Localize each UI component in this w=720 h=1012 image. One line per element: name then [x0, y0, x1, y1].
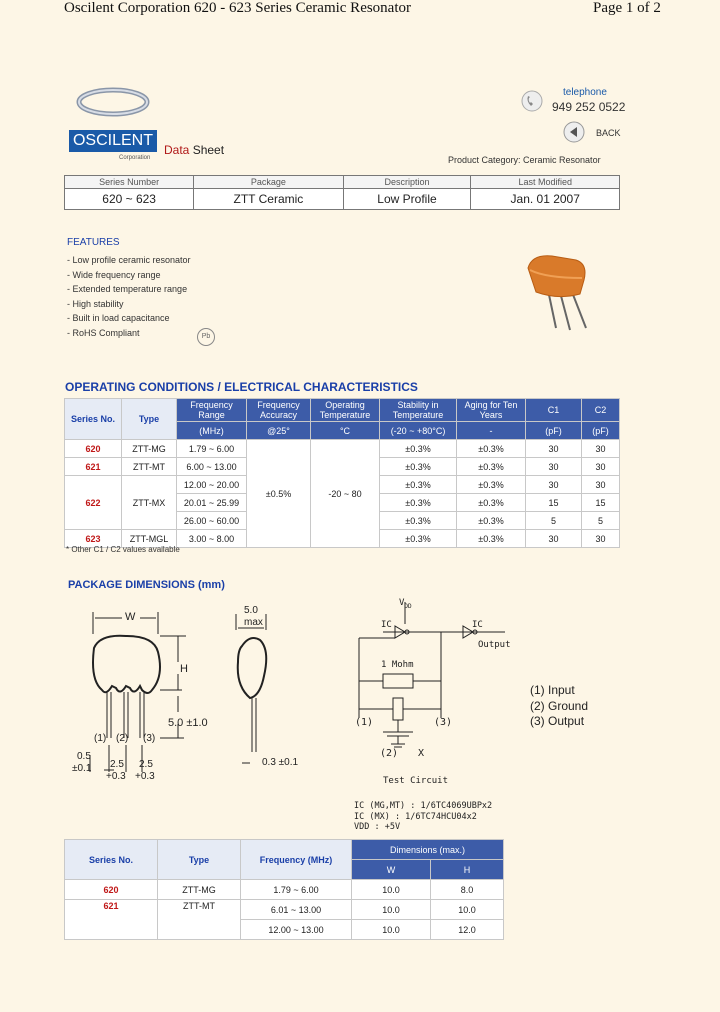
row-aging: ±0.3%: [457, 530, 526, 548]
unit-stab: (-20 ~ +80°C): [380, 422, 457, 440]
col-accuracy: Frequency Accuracy: [247, 399, 311, 422]
row-c1: 30: [526, 440, 582, 458]
row-type: ZTT-MGL: [122, 530, 177, 548]
dim-max-val: 5.0: [244, 605, 258, 616]
row-type: ZTT-MG: [122, 440, 177, 458]
back-arrow-icon[interactable]: [563, 121, 585, 143]
output-label: Output: [478, 640, 511, 650]
info-header: Description: [343, 176, 471, 189]
dim-pitch-2: 2.5: [139, 759, 153, 770]
dim-col-series: Series No.: [65, 840, 158, 880]
crystal-x-label: X: [418, 748, 425, 759]
dim-row-h: 12.0: [431, 920, 504, 940]
dim-pitch-tol-2: +0.3: [135, 771, 155, 782]
row-series: 620: [65, 440, 122, 458]
info-header: Package: [194, 176, 343, 189]
pin-3: (3): [143, 733, 156, 744]
pin-legend-item: (3) Output: [530, 714, 585, 728]
dim-w: W: [125, 611, 136, 623]
row-type: ZTT-MX: [122, 476, 177, 530]
circuit-pin-1: (1): [355, 717, 374, 728]
row-c1: 15: [526, 494, 582, 512]
vdd-label: [399, 598, 412, 610]
dimensions-table: [64, 839, 504, 940]
row-freq: 12.00 ~ 20.00: [177, 476, 247, 494]
dim-row-h: 10.0: [431, 900, 504, 920]
dim-row-type: ZTT-MT: [158, 900, 241, 940]
dim-col-dims: Dimensions (max.): [352, 840, 504, 860]
row-stab: ±0.3%: [380, 440, 457, 458]
row-c2: 30: [582, 440, 620, 458]
ring-logo-icon: [69, 78, 157, 130]
pin-legend-item: (1) Input: [530, 683, 575, 697]
datasheet-data: Data: [164, 143, 190, 157]
info-header: Last Modified: [471, 176, 620, 189]
dim-col-h: H: [431, 860, 504, 880]
vdd-v: V: [399, 598, 405, 608]
row-c1: 30: [526, 458, 582, 476]
datasheet-label: [164, 143, 224, 157]
info-value: Low Profile: [343, 189, 471, 210]
pin-2: (2): [116, 733, 129, 744]
temp-merged: -20 ~ 80: [311, 440, 380, 548]
info-value: 620 ~ 623: [65, 189, 194, 210]
row-series: 623: [65, 530, 122, 548]
datasheet-sheet: Sheet: [192, 143, 225, 157]
dim-pin-width: 0.5: [77, 751, 91, 762]
ic-label-2: IC: [472, 620, 483, 630]
page-number: Page 1 of 2: [593, 0, 661, 16]
circuit-pin-3: (3): [434, 717, 453, 728]
row-c2: 15: [582, 494, 620, 512]
row-aging: ±0.3%: [457, 494, 526, 512]
back-link[interactable]: BACK: [596, 128, 621, 138]
col-stability: Stability in Temperature: [380, 399, 457, 422]
resistor-label: 1 Mohm: [381, 660, 414, 670]
dim-max: max: [244, 617, 263, 628]
dim-pitch-1: 2.5: [110, 759, 124, 770]
logo-corporation: Corporation: [119, 155, 151, 161]
dim-row-w: 10.0: [352, 880, 431, 900]
row-aging: ±0.3%: [457, 458, 526, 476]
product-category: Product Category: Ceramic Resonator: [448, 155, 601, 165]
feature-item: - Built in load capacitance: [67, 313, 170, 324]
dim-col-freq: Frequency (MHz): [241, 840, 352, 880]
dim-row-h: 8.0: [431, 880, 504, 900]
accuracy-merged: ±0.5%: [247, 440, 311, 548]
row-c2: 30: [582, 530, 620, 548]
operating-table: [64, 398, 620, 548]
info-value: ZTT Ceramic: [194, 189, 343, 210]
dim-pin-tol: ±0.1: [72, 763, 92, 774]
row-freq: 3.00 ~ 8.00: [177, 530, 247, 548]
dim-col-w: W: [352, 860, 431, 880]
row-freq: 20.01 ~ 25.99: [177, 494, 247, 512]
feature-item: - Low profile ceramic resonator: [67, 255, 191, 265]
row-aging: ±0.3%: [457, 512, 526, 530]
row-type: ZTT-MT: [122, 458, 177, 476]
telephone-icon: [521, 90, 543, 112]
row-c2: 5: [582, 512, 620, 530]
info-header: Series Number: [65, 176, 194, 189]
row-stab: ±0.3%: [380, 494, 457, 512]
telephone-label: telephone: [563, 87, 607, 98]
dim-row-w: 10.0: [352, 900, 431, 920]
dim-row-series: 621: [65, 900, 158, 940]
dim-row-freq: 12.00 ~ 13.00: [241, 920, 352, 940]
feature-item: - RoHS Compliant: [67, 327, 140, 338]
vdd-sub: DD: [404, 602, 412, 610]
features-title: FEATURES: [67, 237, 120, 248]
row-aging: ±0.3%: [457, 440, 526, 458]
telephone-number[interactable]: 949 252 0522: [552, 100, 626, 114]
row-stab: ±0.3%: [380, 512, 457, 530]
rohs-pb-icon: Pb: [197, 328, 215, 346]
row-c2: 30: [582, 458, 620, 476]
resonator-photo: [518, 252, 606, 332]
row-freq: 1.79 ~ 6.00: [177, 440, 247, 458]
row-c1: 30: [526, 530, 582, 548]
dim-row-freq: 1.79 ~ 6.00: [241, 880, 352, 900]
dim-h: H: [180, 663, 188, 675]
row-c1: 5: [526, 512, 582, 530]
col-series: Series No.: [65, 399, 122, 440]
page-title: Oscilent Corporation 620 - 623 Series Ceramic Resonator: [64, 0, 412, 16]
feature-item: - Wide frequency range: [67, 269, 161, 280]
dim-row-w: 10.0: [352, 920, 431, 940]
pin-legend-item: (2) Ground: [530, 698, 589, 713]
ic-note: IC (MX) : 1/6TC74HCU04x2: [354, 811, 477, 822]
table-row: [65, 900, 504, 920]
ic-label-1: IC: [381, 620, 392, 630]
feature-item: - High stability: [67, 298, 124, 309]
pin-legend: [530, 683, 588, 730]
dim-lead-length: 5.0 ±1.0: [168, 717, 208, 729]
row-stab: ±0.3%: [380, 458, 457, 476]
row-aging: ±0.3%: [457, 476, 526, 494]
features-list: [67, 253, 191, 341]
unit-acc: @25°: [247, 422, 311, 440]
operating-title: OPERATING CONDITIONS / ELECTRICAL CHARACTERISTICS: [65, 380, 418, 394]
dim-row-type: ZTT-MG: [158, 880, 241, 900]
ic-notes: [354, 801, 492, 833]
col-temp: Operating Temperature: [311, 399, 380, 422]
ic-note: VDD : +5V: [354, 822, 401, 832]
package-title: PACKAGE DIMENSIONS (mm): [68, 579, 225, 591]
col-freq: Frequency Range: [177, 399, 247, 422]
row-series: 622: [65, 476, 122, 530]
unit-c1: (pF): [526, 422, 582, 440]
dim-lead-dia: 0.3 ±0.1: [262, 757, 299, 768]
dim-row-series: 620: [65, 880, 158, 900]
footnote: * Other C1 / C2 values available: [66, 545, 180, 554]
col-c2: C2: [582, 399, 620, 422]
row-stab: ±0.3%: [380, 476, 457, 494]
table-row: [65, 440, 620, 458]
ic-note: IC (MG,MT) : 1/6TC4069UBPx2: [354, 801, 493, 811]
row-freq: 26.00 ~ 60.00: [177, 512, 247, 530]
unit-temp: °C: [311, 422, 380, 440]
feature-item: - Extended temperature range: [67, 284, 188, 295]
col-aging: Aging for Ten Years: [457, 399, 526, 422]
row-c2: 30: [582, 476, 620, 494]
unit-freq: (MHz): [177, 422, 247, 440]
unit-aging: -: [457, 422, 526, 440]
series-info-table: [64, 175, 620, 210]
row-freq: 6.00 ~ 13.00: [177, 458, 247, 476]
table-row: [65, 880, 504, 900]
unit-c2: (pF): [582, 422, 620, 440]
circuit-pin-2: (2): [380, 748, 399, 759]
pin-1: (1): [94, 733, 107, 744]
info-value: Jan. 01 2007: [471, 189, 620, 210]
test-circuit-caption: Test Circuit: [383, 776, 449, 786]
col-c1: C1: [526, 399, 582, 422]
row-stab: ±0.3%: [380, 530, 457, 548]
logo-text: OSCILENT: [69, 130, 157, 152]
oscilent-logo[interactable]: [69, 78, 157, 164]
dim-row-freq: 6.01 ~ 13.00: [241, 900, 352, 920]
row-series: 621: [65, 458, 122, 476]
dim-pitch-tol-1: +0.3: [106, 771, 126, 782]
col-type: Type: [122, 399, 177, 440]
dim-col-type: Type: [158, 840, 241, 880]
row-c1: 30: [526, 476, 582, 494]
